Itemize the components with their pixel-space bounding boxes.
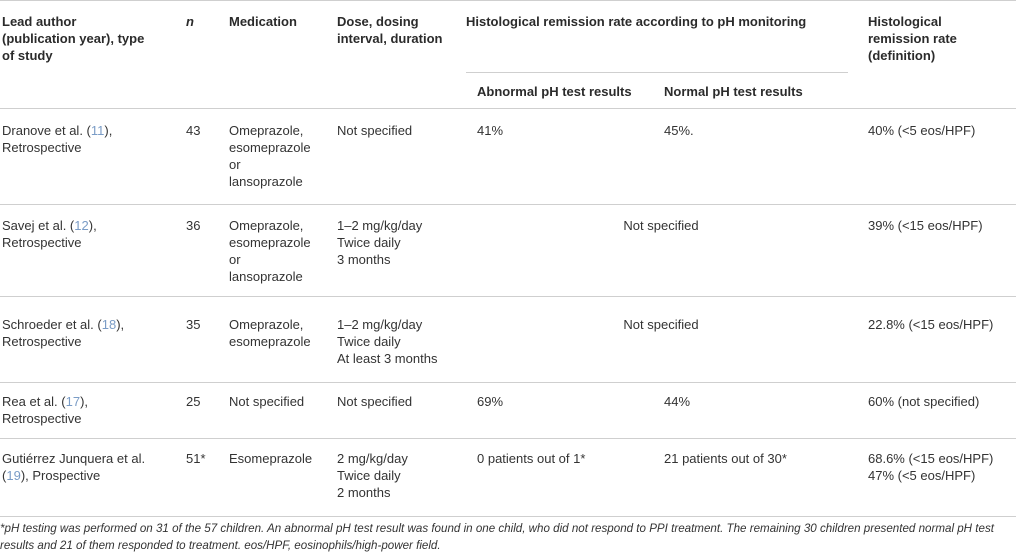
- rule-row-3: [0, 382, 1016, 383]
- cell-ph-merged: Not specified: [623, 218, 699, 233]
- cell-n: 36: [186, 218, 201, 233]
- header-lead-author: Lead author (publication year), type of study: [2, 14, 145, 63]
- rule-ph-subheader: [466, 72, 848, 73]
- reference-link[interactable]: 17: [65, 394, 81, 409]
- cell-author: Rea et al. (17), Retrospective: [2, 394, 89, 426]
- reference-link[interactable]: 12: [74, 218, 89, 233]
- cell-abnormal: 41%: [477, 123, 504, 138]
- reference-link[interactable]: 19: [6, 468, 21, 483]
- cell-abnormal: 0 patients out of 1*: [477, 451, 586, 466]
- cell-medication: Omeprazole, esomeprazole or lansoprazole: [229, 123, 311, 189]
- rule-row-1: [0, 204, 1016, 205]
- cell-medication: Omeprazole, esomeprazole or lansoprazole: [229, 218, 311, 284]
- header-dose: Dose, dosing interval, duration: [337, 14, 443, 46]
- cell-dose: Not specified: [337, 394, 413, 409]
- cell-dose: 2 mg/kg/day Twice daily 2 months: [337, 451, 408, 500]
- cell-remission-rate: 68.6% (<15 eos/HPF) 47% (<5 eos/HPF): [868, 451, 994, 483]
- rule-top: [0, 0, 1016, 1]
- cell-medication: Not specified: [229, 394, 305, 409]
- rule-header-bottom: [0, 108, 1016, 109]
- cell-remission-rate: 22.8% (<15 eos/HPF): [868, 317, 994, 332]
- rule-row-5: [0, 516, 1016, 517]
- cell-n: 25: [186, 394, 201, 409]
- cell-remission-rate: 39% (<15 eos/HPF): [868, 218, 983, 233]
- cell-remission-rate: 60% (not specified): [868, 394, 980, 409]
- cell-normal: 44%: [664, 394, 691, 409]
- cell-author: Savej et al. (12), Retrospective: [2, 218, 97, 250]
- cell-dose: 1–2 mg/kg/day Twice daily At least 3 months: [337, 317, 438, 366]
- cell-dose: Not specified: [337, 123, 413, 138]
- reference-link[interactable]: 11: [90, 123, 105, 138]
- cell-medication: Omeprazole, esomeprazole: [229, 317, 311, 349]
- header-abnormal: Abnormal pH test results: [477, 84, 632, 99]
- rule-row-4: [0, 438, 1016, 439]
- table-footnote: *pH testing was performed on 31 of the 57 children. An abnormal pH test result was found in one child, who did not respond to PPI treatment. The remaining 30 children presented normal pH test results and 21 of them responded to treatment. eos/HPF, eosinophils/high-power field.: [0, 522, 994, 552]
- cell-author: Dranove et al. (11), Retrospective: [2, 123, 113, 155]
- reference-link[interactable]: 18: [101, 317, 117, 332]
- cell-n: 43: [186, 123, 201, 138]
- cell-abnormal: 69%: [477, 394, 504, 409]
- cell-ph-merged: Not specified: [623, 317, 699, 332]
- header-ph-group: Histological remission rate according to pH monitoring: [466, 14, 807, 29]
- cell-author: Gutiérrez Junquera et al. (19), Prospective: [2, 451, 146, 483]
- cell-dose: 1–2 mg/kg/day Twice daily 3 months: [337, 218, 423, 267]
- cell-n: 35: [186, 317, 201, 332]
- cell-normal: 21 patients out of 30*: [664, 451, 787, 466]
- cell-normal: 45%.: [664, 123, 694, 138]
- header-normal: Normal pH test results: [664, 84, 803, 99]
- cell-medication: Esomeprazole: [229, 451, 313, 466]
- cell-n: 51*: [186, 451, 206, 466]
- header-remission-rate: Histological remission rate (definition): [868, 14, 957, 63]
- header-n: n: [186, 14, 194, 29]
- cell-author: Schroeder et al. (18), Retrospective: [2, 317, 125, 349]
- header-medication: Medication: [229, 14, 297, 29]
- rule-row-2: [0, 296, 1016, 297]
- cell-remission-rate: 40% (<5 eos/HPF): [868, 123, 976, 138]
